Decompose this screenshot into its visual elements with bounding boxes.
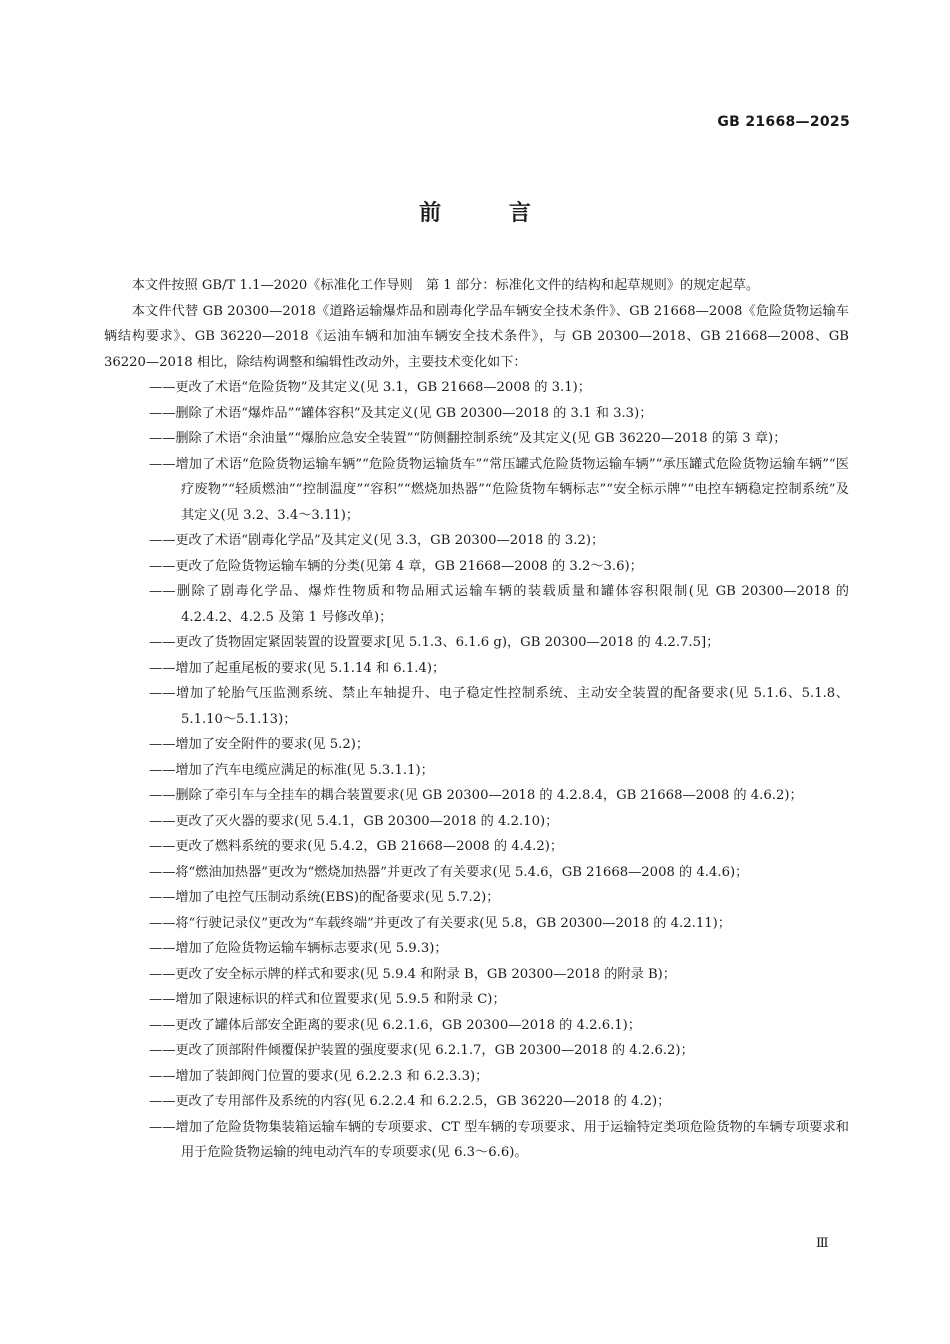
list-item: ——更改了顶部附件倾覆保护装置的强度要求(见 6.2.1.7，GB 20300—2018 的 4.2.6.2)； — [149, 1043, 694, 1058]
list-item: ——将“燃油加热器”更改为“燃烧加热器”并更改了有关要求(见 5.4.6，GB 21668—2008 的 4.4.6)； — [149, 864, 749, 880]
replacement-paragraph: 本文件代替 GB 20300—2018《道路运输爆炸品和剧毒化学品车辆安全技术条件》、GB 21668—2008《危险货物运输车辆结构要求》、GB 36220—2018《运油车辆和加油车辆安全技术条件》，与 GB 20300—2018、GB 21668—2008、GB 36220—2018 相比，除结构调整和编辑性改动外，主要技术变化如下： — [104, 303, 849, 370]
list-item: ——增加了轮胎气压监测系统、禁止车轴提升、电子稳定性控制系统、主动安全装置的配备要求(见 5.1.6、5.1.8、5.1.10～5.1.13)； — [149, 686, 849, 727]
list-item: ——增加了汽车电缆应满足的标准(见 5.3.1.1)； — [149, 762, 434, 778]
document-code: GB 21668—2025 — [717, 114, 850, 130]
list-item: ——删除了剧毒化学品、爆炸性物质和物品厢式运输车辆的装载质量和罐体容积限制(见 GB 20300—2018 的 4.2.4.2、4.2.5 及第 1 号修改单)； — [149, 584, 849, 625]
list-item: ——更改了术语“剧毒化学品”及其定义(见 3.3，GB 20300—2018 的 3.2)； — [149, 533, 605, 548]
list-item: ——更改了燃料系统的要求(见 5.4.2，GB 21668—2008 的 4.4.2)； — [149, 839, 564, 854]
list-item: ——删除了术语“余油量”“爆胎应急安全装置”“防侧翻控制系统”及其定义(见 GB 36220—2018 的第 3 章)； — [149, 431, 787, 446]
page-title: 前 言 — [419, 201, 561, 226]
list-item: ——删除了牵引车与全挂车的耦合装置要求(见 GB 20300—2018 的 4.2.8.4，GB 21668—2008 的 4.6.2)； — [149, 788, 803, 803]
list-item: ——增加了危险货物集装箱运输车辆的专项要求、CT 型车辆的专项要求、用于运输特定类项危险货物的车辆专项要求和用于危险货物运输的纯电动汽车的专项要求(见 6.3～6.6)。 — [149, 1119, 849, 1160]
list-item: ——更改了危险货物运输车辆的分类(见第 4 章，GB 21668—2008 的 3.2～3.6)； — [149, 558, 643, 574]
list-item: ——增加了危险货物运输车辆标志要求(见 5.9.3)； — [149, 941, 448, 956]
list-item: ——增加了限速标识的样式和位置要求(见 5.9.5 和附录 C)； — [149, 992, 506, 1007]
list-item: ——增加了电控气压制动系统(EBS)的配备要求(见 5.7.2)； — [149, 890, 500, 905]
list-item: ——增加了安全附件的要求(见 5.2)； — [149, 737, 370, 752]
document-body — [104, 273, 849, 1166]
list-item: ——将“行驶记录仪”更改为“车载终端”并更改了有关要求(见 5.8，GB 20300—2018 的 4.2.11)； — [149, 915, 731, 931]
list-item: ——增加了装卸阀门位置的要求(见 6.2.2.3 和 6.2.3.3)； — [149, 1068, 489, 1084]
list-item: ——更改了术语“危险货物”及其定义(见 3.1，GB 21668—2008 的 3.1)； — [149, 380, 591, 395]
list-item: ——更改了安全标示牌的样式和要求(见 5.9.4 和附录 B，GB 20300—2018 的附录 B)； — [149, 966, 676, 982]
list-item: ——增加了术语“危险货物运输车辆”“危险货物运输货车”“常压罐式危险货物运输车辆”“承压罐式危险货物运输车辆”“医疗废物”“轻质燃油”“控制温度”“容积”“燃烧加热器”“危险货物车辆标志”“安全标示牌”“电控车辆稳定控制系统”及其定义(见 3.2、3.4～3.11)； — [149, 456, 849, 523]
list-item: ——更改了灭火器的要求(见 5.4.1，GB 20300—2018 的 4.2.10)； — [149, 813, 559, 829]
technical-changes-list — [104, 375, 849, 1166]
list-item: ——更改了货物固定紧固装置的设置要求[见 5.1.3、6.1.6 g)，GB 20300—2018 的 4.2.7.5]； — [149, 635, 720, 650]
intro-paragraph: 本文件按照 GB/T 1.1—2020《标准化工作导则 第 1 部分：标准化文件的结构和起草规则》的规定起草。 — [131, 278, 760, 293]
list-item: ——更改了专用部件及系统的内容(见 6.2.2.4 和 6.2.2.5，GB 36220—2018 的 4.2)； — [149, 1094, 671, 1109]
list-item: ——增加了起重尾板的要求(见 5.1.14 和 6.1.4)； — [149, 660, 446, 676]
list-item: ——更改了罐体后部安全距离的要求(见 6.2.1.6，GB 20300—2018 的 4.2.6.1)； — [149, 1017, 642, 1033]
list-item: ——删除了术语“爆炸品”“罐体容积”及其定义(见 GB 20300—2018 的 3.1 和 3.3)； — [149, 405, 653, 421]
page-number: Ⅲ — [816, 1236, 829, 1251]
